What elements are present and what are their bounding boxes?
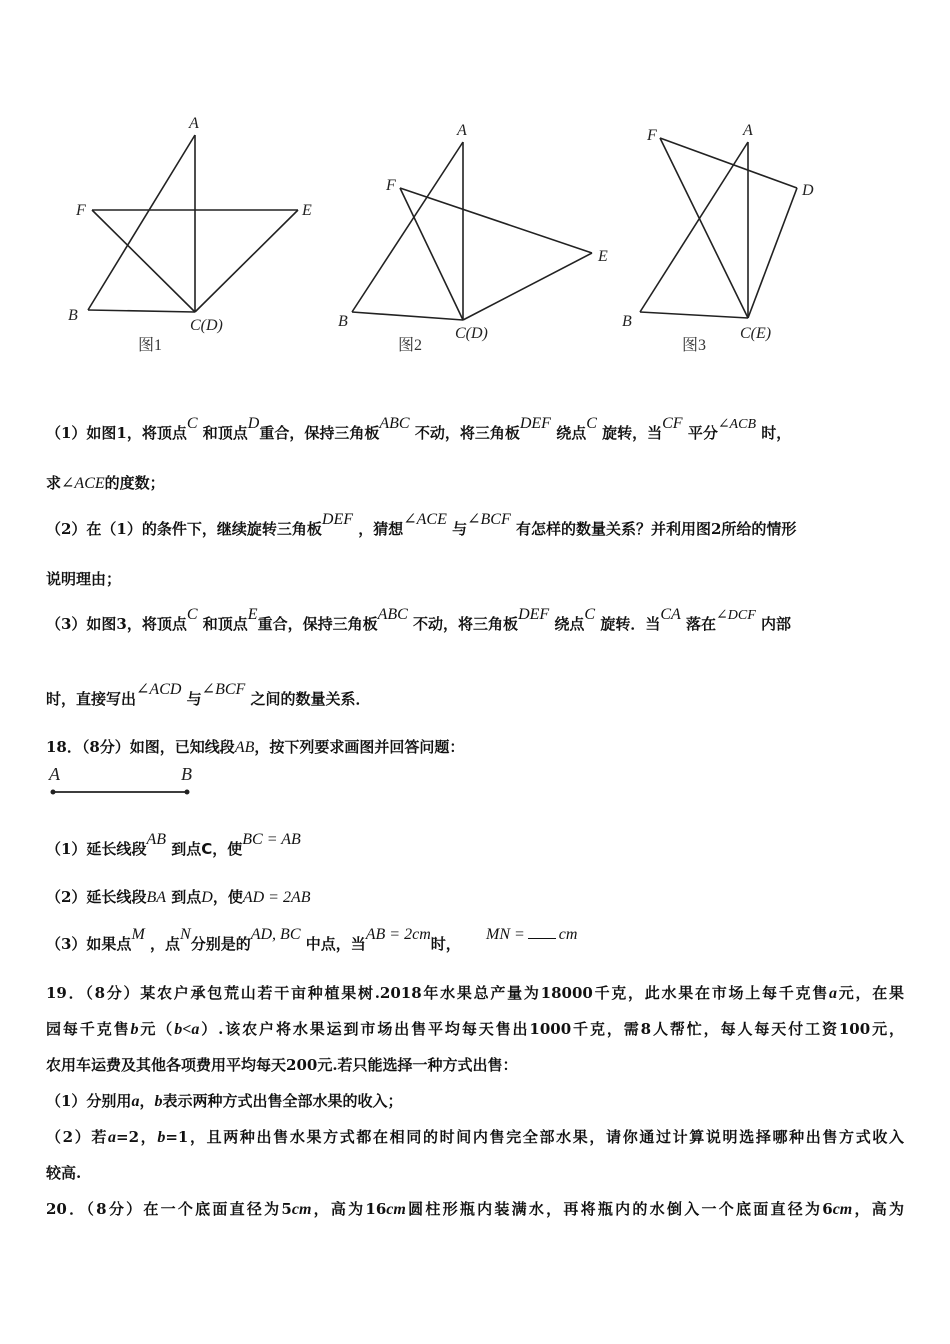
q17-part1-line1 [46,415,792,443]
math-a: a [131,1093,140,1110]
math-d: D [247,415,260,432]
q18-part1 [46,831,301,859]
fig3-caption: 图3 [682,337,707,354]
q20-line1 [46,1198,904,1219]
text: 不动，将三角板 [414,424,520,442]
fig2-label-c: C(D) [455,325,488,342]
text: 时，直接写出 [46,690,137,708]
text: 和顶点 [202,424,248,442]
math-c: C [584,606,596,623]
text: 重合，保持三角板 [257,615,378,633]
fig1-label-e: E [302,202,312,219]
text: 重合，保持三角板 [259,424,380,442]
text: （2）在（1）的条件下，继续旋转三角板 [46,520,322,538]
q19-part1 [46,1090,402,1111]
text: 园每千克售 [46,1020,131,1038]
text: 圆柱形瓶内装满水，再将瓶内的水倒入一个底面直径为6 [405,1200,833,1218]
text: 表示两种方式出售全部水果的收入； [162,1092,403,1110]
text: 内部 [761,615,792,633]
text: 元（ [138,1020,175,1038]
fig3-label-a: A [743,122,753,139]
math-e: E [247,606,258,623]
segment-label-b: B [181,764,192,784]
text: 有怎样的数量关系？并利用图2所给的情形 [515,520,797,538]
math-abc: ABC [379,415,410,432]
math-b-lt-a: b<a [174,1021,200,1038]
math-def: DEF [519,415,551,432]
q19-line2 [46,1018,904,1039]
text: （1）分别用 [46,1092,132,1110]
text: 的度数； [104,474,165,492]
text: 中点，当 [305,935,366,953]
q17-part2-line1 [46,511,797,539]
math-d: D [201,889,213,906]
point-b [185,790,190,795]
fig3-label-d: D [802,182,814,199]
figure-2 [352,142,592,320]
math-b: b [130,1021,139,1038]
text-c: C [201,840,213,858]
text: （3）如果点 [46,935,132,953]
math-a: a [829,985,837,1002]
math-angle-acb: ∠ACB [717,417,756,432]
q18-part2 [46,886,311,907]
text: 旋转，当 [602,424,663,442]
text: 落在 [686,615,717,633]
math-cm: cm [386,1201,406,1218]
text: ，按下列要求画图并回答问题： [254,738,465,756]
fig1-label-f: F [76,202,86,219]
q18-part3 [46,926,578,954]
text: 18．（8分）如图，已知线段 [46,738,235,756]
q17-part1-line2 [46,472,165,493]
math-angle-dcf: ∠DCF [716,608,756,623]
fig1-label-c: C(D) [190,317,223,334]
text: ，高为16 [311,1200,387,1218]
segment-ab-figure [46,762,206,802]
math-ad-bc: AD, BC [250,926,301,943]
text: 分别是的 [190,935,251,953]
figures-area [0,100,950,370]
segment-label-a: A [49,764,60,784]
fig1-caption: 图1 [138,337,163,354]
math-angle-ace: ∠ACE [403,511,447,528]
math-ad-eq-2ab: AD = 2AB [242,889,311,906]
math-angle-acd: ∠ACD [136,681,182,698]
math-angle-bcf: ∠BCF [201,681,246,698]
fig2-label-f: F [386,177,396,194]
math-ba: BA [146,889,166,906]
text: ，高为 [852,1200,905,1218]
text: ，猜想 [358,520,404,538]
text: ，使 [212,840,243,858]
text: 到点 [171,888,202,906]
math-ab: AB [146,831,166,848]
text: 时， [761,424,792,442]
text: ， [139,1092,155,1110]
fig2-caption: 图2 [398,337,423,354]
fig2-label-e: E [598,248,608,265]
math-cm: cm [832,1201,853,1218]
text: 与 [452,520,468,538]
math-a: a [108,1129,117,1146]
text: （2）延长线段 [46,888,147,906]
segment-ab-svg [46,762,206,802]
text: 不动，将三角板 [413,615,519,633]
q17-part2-line2: 说明理由； [46,570,122,588]
q19-part2 [46,1126,904,1147]
math-c: C [186,415,198,432]
math-cm: cm [558,926,578,943]
text: 元，在果 [837,984,904,1002]
text: ，点 [150,935,181,953]
math-b: b [154,1093,163,1110]
math-c: C [586,415,597,432]
text: 时， [430,935,461,953]
text: ，使 [212,888,243,906]
text: =1，且两种出售水果方式都在相同的时间内售完全部水果，请你通过计算说明选择哪种出售方式收入 [165,1128,904,1146]
math-mn: MN = [486,926,525,943]
text: （2）若 [46,1128,109,1146]
fig2-label-a: A [457,122,467,139]
text: 20．（8分）在一个底面直径为5 [46,1200,292,1218]
math-cf: CF [662,415,683,432]
text: （1）延长线段 [46,840,147,858]
q18-heading [46,736,464,757]
math-mn-answer [486,926,577,943]
math-bc-eq-ab: BC = AB [242,831,301,848]
fig3-label-b: B [622,313,632,330]
math-m: M [131,926,145,943]
math-ab-eq-2cm: AB = 2cm [365,926,431,943]
text: 平分 [687,424,718,442]
q19-part2-line2: 较高. [46,1164,82,1182]
fig3-label-c: C(E) [740,325,772,342]
q19-line1 [46,982,904,1003]
math-abc: ABC [377,606,408,623]
geometry-figures [0,100,950,370]
math-ab: AB [234,739,255,756]
text: 绕点 [554,615,585,633]
figure-1 [88,135,298,312]
text: 求 [46,474,62,492]
q17-part3-line1 [46,606,792,634]
answer-blank[interactable] [528,926,556,939]
text: 绕点 [556,424,587,442]
text: 19．（8分）某农户承包荒山若干亩种植果树.2018年水果总产量为18000千克，此水果在市场上每千克售 [46,984,829,1002]
math-b: b [157,1129,166,1146]
point-a [51,790,56,795]
fig1-label-a: A [189,115,199,132]
text: （3）如图3，将顶点 [46,615,187,633]
math-def: DEF [518,606,550,623]
text: ）.该农户将水果运到市场出售平均每天售出1000千克，需8人帮忙，每人每天付工资100元， [199,1020,904,1038]
math-angle-bcf: ∠BCF [467,511,511,528]
math-cm: cm [291,1201,312,1218]
text: 与 [186,690,202,708]
math-angle-ace: ∠ACE [61,475,105,492]
text: =2， [116,1128,158,1146]
text: 旋转．当 [600,615,661,633]
text: （1）如图1，将顶点 [46,424,187,442]
q17-part3-line2 [46,681,371,709]
fig3-label-f: F [647,127,657,144]
fig1-label-b: B [68,307,78,324]
q19-line3: 农用车运费及其他各项费用平均每天200元.若只能选择一种方式出售： [46,1056,518,1074]
math-ca: CA [660,606,681,623]
text: 之间的数量关系． [250,690,371,708]
figure-3 [640,138,797,318]
math-n: N [180,926,191,943]
math-c: C [186,606,198,623]
text: 到点 [171,840,202,858]
math-def: DEF [321,511,353,528]
text: 和顶点 [202,615,248,633]
fig2-label-b: B [338,313,348,330]
